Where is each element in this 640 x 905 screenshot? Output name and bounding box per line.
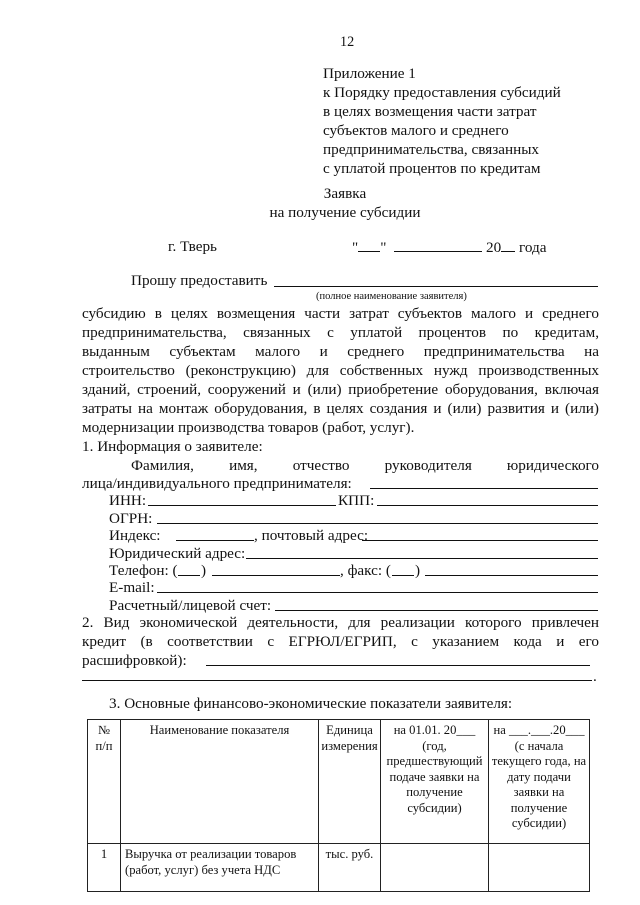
request-lead: Прошу предоставить [131,272,268,289]
section2-line: кредит (в соответствии с ЕГРЮЛ/ЕГРИП, с указанием кода и его [82,633,599,650]
section1-heading: 1. Информация о заявителе: [82,438,263,455]
day-blank[interactable] [358,237,380,252]
applicant-name-blank[interactable] [274,286,598,287]
date-field[interactable] [352,237,546,257]
header-prev-year: на 01.01. 20___ (год, предшествующий подаче заявки на получение субсидии) [381,720,489,844]
phone-blank[interactable] [212,575,340,576]
legal-address-blank[interactable] [246,558,598,559]
request-paragraph-line: зданий, строений, сооружений и (или) приобретение оборудования, включая [82,381,599,398]
index-blank[interactable] [176,540,254,541]
section3-heading: 3. Основные финансово-экономические показатели заявителя: [109,695,513,712]
activity-blank-2[interactable] [82,680,592,681]
appendix-line: предпринимательства, связанных [323,141,540,158]
applicant-caption: (полное наименование заявителя) [316,291,467,302]
fax-blank[interactable] [425,575,598,576]
fax-code-blank[interactable] [392,575,414,576]
row-prev-value[interactable] [381,844,489,892]
phone-label: Телефон: ( [109,562,178,579]
financial-table [87,719,590,892]
year-suffix: года [518,239,547,256]
header-num: № п/п [88,720,121,844]
appendix-line: Приложение 1 [323,65,416,82]
postal-blank[interactable] [362,540,598,541]
row-indicator: Выручка от реализации товаров (работ, услуг) без учета НДС [121,844,319,892]
appendix-line: в целях возмещения части затрат [323,103,537,120]
head-name-line2: лица/индивидуального предпринимателя: [82,475,352,492]
month-blank[interactable] [394,237,482,252]
request-paragraph-last: модернизации производства товаров (работ, услуг). [82,419,415,436]
appendix-line: с уплатой процентов по кредитам [323,160,541,177]
appendix-line: субъектов малого и среднего [323,122,509,139]
head-name-blank[interactable] [370,488,598,489]
fax-label: , факс: ( [340,562,391,579]
kpp-label: КПП: [338,492,375,509]
section2-line3: расшифровкой): [82,652,187,669]
document-title: Заявка [323,185,367,202]
phone-code-blank[interactable] [178,575,200,576]
legal-address-label: Юридический адрес: [109,545,246,562]
section2-end-dot: . [593,668,597,685]
head-name-line: Фамилия, имя, отчество руководителя юридического [131,457,599,474]
request-paragraph-line: строительство (реконструкцию) для собственных нужд производственных [82,362,599,379]
page-number: 12 [340,34,355,50]
header-current-year: на ___.___.20___ (с начала текущего года, на дату подачи заявки на получение субсидии) [489,720,590,844]
request-paragraph-line: выданным субъектам малого и среднего предпринимательства на [82,343,599,360]
table-header-row [88,720,590,844]
request-paragraph-line: предпринимательства, связанных с уплатой процентов по кредитам, [82,324,599,341]
inn-blank[interactable] [148,505,336,506]
quote-open: " [352,239,359,256]
header-indicator: Наименование показателя [121,720,319,844]
appendix-line: к Порядку предоставления субсидий [323,84,561,101]
row-num: 1 [88,844,121,892]
request-paragraph-line: субсидию в целях возмещения части затрат субъектов малого и среднего [82,305,599,322]
email-label: E-mail: [109,579,155,596]
index-label: Индекс: [109,527,161,544]
inn-label: ИНН: [109,492,147,509]
ogrn-blank[interactable] [157,523,598,524]
year-blank[interactable] [501,237,515,252]
request-paragraph-line: затраты на монтаж оборудования, в целях создания и (или) развития и (или) [82,400,599,417]
postal-label: , почтовый адрес: [254,527,369,544]
row-unit: тыс. руб. [319,844,381,892]
section2-line: 2. Вид экономической деятельности, для реализации которого привлечен [82,614,599,631]
row-current-value[interactable] [489,844,590,892]
activity-blank[interactable] [206,665,590,666]
year-prefix: 20 [486,239,502,256]
document-subtitle: на получение субсидии [269,204,421,221]
email-blank[interactable] [157,592,598,593]
header-unit: Единица измерения [319,720,381,844]
account-label: Расчетный/лицевой счет: [109,597,272,614]
kpp-blank[interactable] [377,505,598,506]
account-blank[interactable] [275,610,598,611]
table-row [88,844,590,892]
fax-close: ) [415,562,421,579]
city: г. Тверь [168,238,217,255]
phone-close: ) [201,562,207,579]
ogrn-label: ОГРН: [109,510,153,527]
quote-close: " [380,239,387,256]
